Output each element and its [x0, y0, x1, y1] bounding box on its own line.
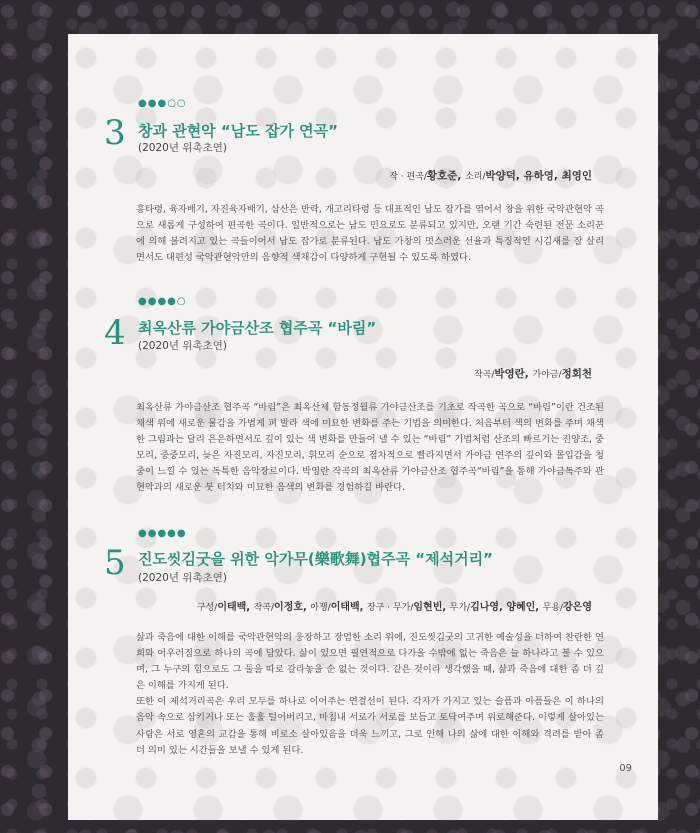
section-body: 흥타령, 육자배기, 자진육자배기, 삼산은 반락, 개고리타령 등 대표적인 남도 잡가를 엮어서 창을 위한 국악관현악 곡으로 새롭게 구성하여 편곡한 곡이다. 일반적으로는 남도 민요로도 분류되고 있지만, 오랜 기간 숙련된 전문 소리꾼에 의해 불려지고 있는 곡들이어서 남도 잡가로 분류된다. 남도 가창의 멋스러운 선율과 특징적인 시김새를 잘 살리면서도 대편성 국악관현악만의 음향적 색채감이 다양하게 구현될 수 있도록 하였다. — [136, 204, 604, 264]
section-subtitle: (2020년 위촉초연) — [138, 572, 227, 584]
page-number: 09 — [619, 763, 632, 774]
section-body: 최옥산류 가야금산조 협주곡 “바림”은 최옥산제 함동정월류 가야금산조를 기초로 작곡한 곡으로 “바림”이란 건조된 채색 위에 새로운 물감을 가볍게 펴 발라 색에 미묘한 변화를 주는 기법을 의미한다. 처음부터 색의 변화를 주며 채색한 그림과는 달리 은은하면서도 깊이 있는 색 변화를 만들어 낼 수 있는 “바림” 기법처럼 산조의 빠르기는 진양조, 중모리, 중중모리, 늦은 자진모리, 자진모리, 휘모리 순으로 점차적으로 빨라지면서 가야금 연주의 깊이와 몰입감을 청중이 느낄 수 있는 독특한 음악장르이다. 박영란 작곡의 최옥산류 가야금산조 협주곡“바림”을 통해 가야금독주와 관현악과의 새로운 붓 터치와 미묘한 음색의 변화를 경험하길 바란다. — [136, 402, 604, 494]
section-title: 최옥산류 가야금산조 협주곡 “바림” — [138, 319, 377, 337]
progress-dots: ●●●●● — [138, 528, 187, 539]
page-sheet — [68, 34, 658, 820]
section-number: 5 — [104, 543, 126, 583]
section-body: 삶과 죽음에 대한 이해를 국악관현악의 웅장하고 장엄한 소리 위에, 진도씻김굿의 고귀한 예술성을 더하여 찬란한 연희와 어우러짐으로 하나의 곡에 담았다. 삶이 있으면 필연적으로 다가올 수밖에 없는 죽음은 늘 하나라고 볼 수 있으며, 그 누구의 힘으로도 그 둘을 따로 갈라놓을 순 없는 것이다. 같은 것이라 생각했을 때, 삶과 죽음에 대한 좀 더 깊은 이해를 가지게 된다. 또한 이 제석거리곡은 우리 모두를 하나로 이어주는 연결선이 된다. 각자가 가지고 있는 슬픔과 아픔들은 이 하나의 음악 속으로 삼키거나 또는 훌훌 털어버리고, 마침내 서로가 서로를 보듬고 토닥여주며 위로해준다. 이렇게 살아있는 사람은 서로 영혼의 교감을 통해 비로소 살아있음을 더욱 느끼고, 그로 인해 나의 삶에 대한 이해와 격려를 받아 좀 더 의미 있는 시간들을 보낼 수 있게 된다. — [136, 632, 604, 756]
credits-line: 작 · 편곡/황호준, 소리/박양덕, 유하영, 최영인 — [389, 170, 592, 182]
section-subtitle: (2020년 위촉초연) — [138, 142, 227, 154]
section-title: 창과 관현악 “남도 잡가 연곡” — [138, 122, 338, 140]
progress-dots: ●●●●○ — [138, 296, 187, 307]
credits-line: 작곡/박영란, 가야금/정회천 — [473, 368, 592, 380]
credits-line: 구성/이태백, 작곡/이정호, 아쟁/이태백, 장구 · 무가/임현빈, 무가/김나영, 양혜인, 무용/강은영 — [196, 602, 592, 613]
section-number: 4 — [104, 313, 126, 353]
section-number: 3 — [104, 113, 126, 153]
progress-dots: ●●●○○ — [138, 98, 187, 109]
section-subtitle: (2020년 위촉초연) — [138, 340, 227, 352]
section-title: 진도씻김굿을 위한 악가무(樂歌舞)협주곡 “제석거리” — [138, 550, 493, 568]
